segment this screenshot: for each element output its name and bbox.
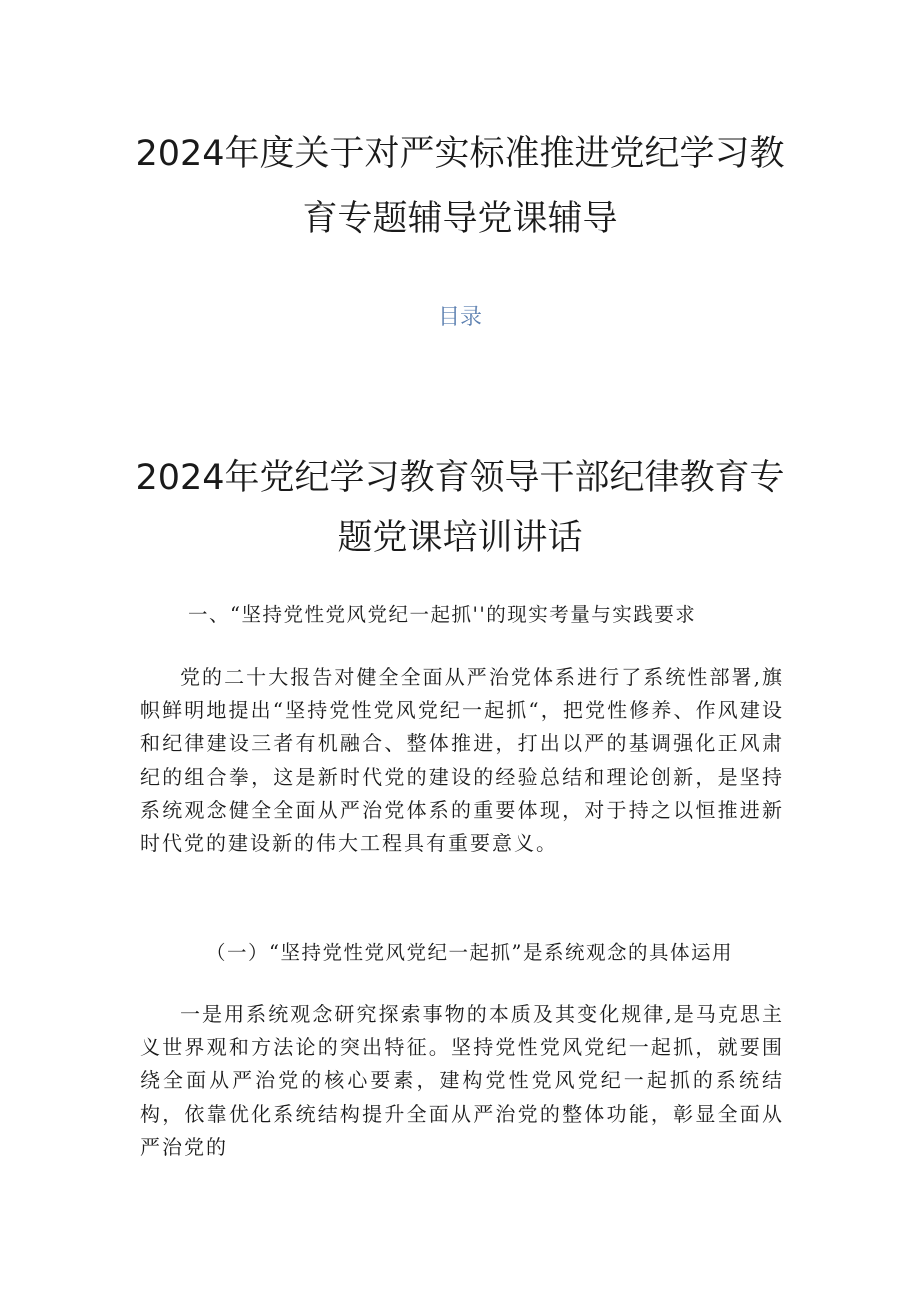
heading-1: 一、“坚持党性党风党纪一起抓''的现实考量与实践要求 [188,603,697,626]
heading-2: （一）“坚持党性党风党纪一起抓”是系统观念的具体运用 [206,941,733,964]
document-title: 2024年度关于对严实标准推进党纪学习教育专题辅导党课辅导 [135,134,785,239]
paragraph-1: 党的二十大报告对健全全面从严治党体系进行了系统性部署,旗帜鲜明地提出“坚持党性党风党纪一起抓“，把党性修养、作风建设和纪律建设三者有机融合、整体推进，打出以严的基调强化正风肃纪的组合拳，这是新时代党的建设的经验总结和理论创新，是坚持系统观念健全全面从严治党体系的重要体现，对于持之以恒推进新时代党的建设新的伟大工程具有重要意义。 [140,665,784,856]
toc-label[interactable]: 目录 [437,305,482,330]
paragraph-2: 一是用系统观念研究探索事物的本质及其变化规律,是马克思主义世界观和方法论的突出特征。坚持党性党风党纪一起抓，就要围绕全面从严治党的核心要素，建构党性党风党纪一起抓的系统结构，依靠优化系统结构提升全面从严治党的整体功能，彰显全面从严治党的 [140,1002,784,1159]
section-title: 2024年党纪学习教育领导干部纪律教育专题党课培训讲话 [135,458,785,558]
